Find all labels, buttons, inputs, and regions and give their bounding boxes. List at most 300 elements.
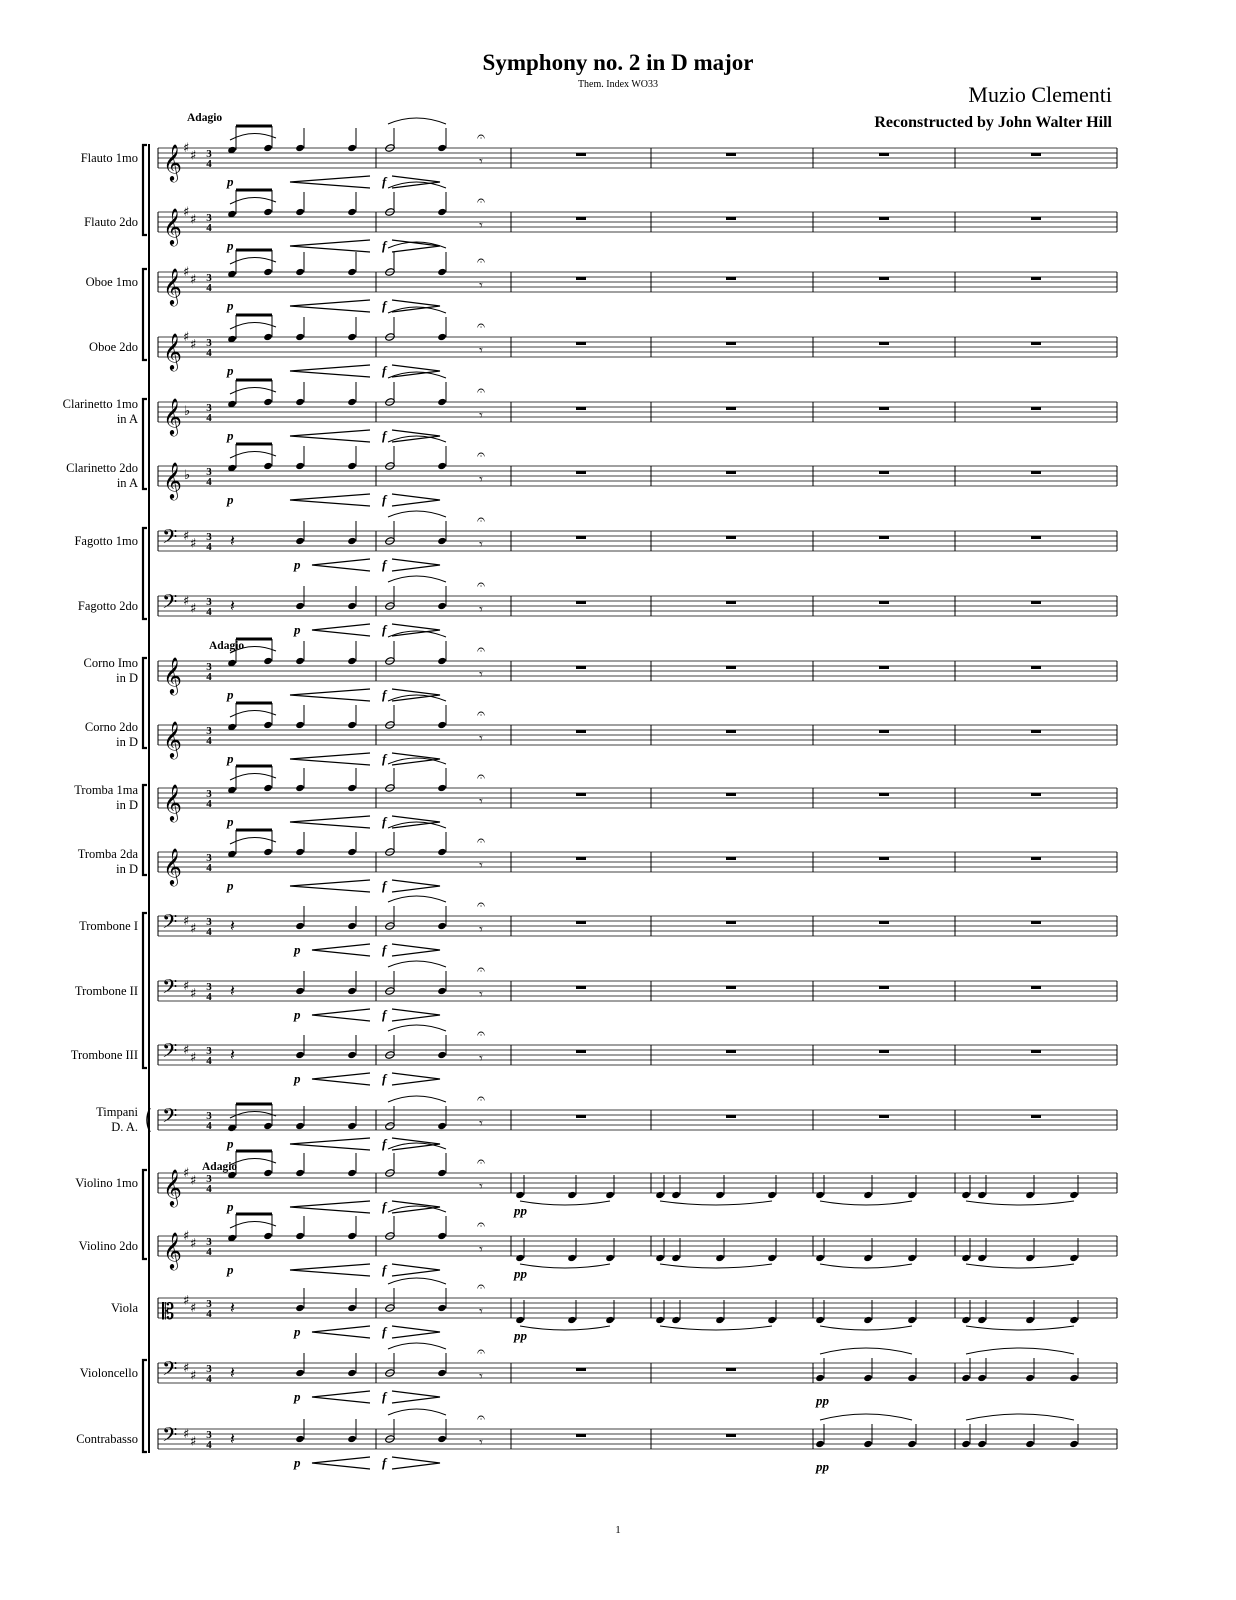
- time-signature-bottom: 4: [206, 926, 212, 938]
- instrument-transposition: in D: [116, 671, 138, 685]
- time-signature-top: 3: [206, 531, 212, 543]
- instrument-name: Corno Imo: [83, 656, 138, 670]
- eighth-rest-icon: 𝄾: [479, 602, 483, 618]
- whole-rest: [879, 666, 889, 669]
- notehead: [437, 144, 447, 152]
- notehead: [767, 1191, 777, 1199]
- decrescendo-hairpin: [392, 300, 440, 312]
- notehead: [907, 1191, 917, 1199]
- notehead: [437, 1169, 447, 1177]
- slur: [230, 197, 276, 204]
- quarter-rest-icon: 𝄽: [230, 1298, 235, 1317]
- instrument-name: Clarinetto 2do: [66, 461, 138, 475]
- notehead: [263, 784, 273, 792]
- arranger-credit: Reconstructed by John Walter Hill: [874, 114, 1112, 131]
- sharp-icon: ♯: [183, 205, 190, 220]
- crescendo-hairpin: [290, 494, 370, 506]
- time-signature-top: 3: [206, 1429, 212, 1441]
- whole-rest: [576, 666, 586, 669]
- time-signature-top: 3: [206, 661, 212, 673]
- notehead: [567, 1191, 577, 1199]
- dynamic-piano: p: [227, 814, 234, 829]
- notehead: [715, 1316, 725, 1324]
- whole-rest: [576, 277, 586, 280]
- notehead: [863, 1191, 873, 1199]
- sharp-icon: ♯: [183, 1166, 190, 1181]
- instrument-name: Flauto 1mo: [80, 151, 138, 165]
- tie: [388, 576, 446, 582]
- notehead: [263, 462, 273, 470]
- time-signature-bottom: 4: [206, 347, 212, 359]
- group-bracket: [143, 658, 147, 748]
- instrument-name: Viola: [110, 1301, 138, 1315]
- crescendo-hairpin: [290, 1201, 370, 1213]
- eighth-rest-icon: 𝄾: [479, 1242, 483, 1258]
- time-signature-top: 3: [206, 981, 212, 993]
- whole-rest: [1031, 342, 1041, 345]
- fermata-icon: 𝄐: [477, 642, 485, 658]
- notehead: [815, 1374, 825, 1382]
- tempo-marking: Adagio: [202, 1161, 238, 1173]
- notehead: [977, 1191, 987, 1199]
- instrument-name: Trombone III: [70, 1048, 138, 1062]
- notehead: [295, 1122, 305, 1130]
- notehead: [515, 1316, 525, 1324]
- sharp-icon: ♯: [183, 594, 190, 609]
- notehead: [961, 1440, 971, 1448]
- slur: [230, 133, 276, 140]
- sharp-icon: ♯: [190, 921, 197, 937]
- slur: [230, 773, 276, 780]
- time-signature-bottom: 4: [206, 222, 212, 234]
- time-signature-top: 3: [206, 466, 212, 478]
- dynamic-piano: p: [294, 622, 301, 637]
- fermata-icon: 𝄐: [477, 1154, 485, 1170]
- whole-rest: [1031, 471, 1041, 474]
- time-signature-top: 3: [206, 725, 212, 737]
- notehead: [347, 1122, 357, 1130]
- notehead: [347, 268, 357, 276]
- notehead: [263, 208, 273, 216]
- notehead: [437, 1435, 447, 1443]
- notehead: [1025, 1191, 1035, 1199]
- slur: [966, 1348, 1074, 1354]
- group-bracket: [143, 269, 147, 360]
- instrument-name: Violino 2do: [78, 1239, 138, 1253]
- instrument-name: Violoncello: [79, 1366, 138, 1380]
- whole-rest: [576, 1115, 586, 1118]
- whole-rest: [726, 153, 736, 156]
- quarter-rest-icon: 𝄽: [230, 981, 235, 1000]
- notehead: [907, 1440, 917, 1448]
- crescendo-hairpin: [290, 240, 370, 252]
- decrescendo-hairpin: [392, 624, 440, 636]
- whole-rest: [879, 407, 889, 410]
- notehead: [437, 268, 447, 276]
- fermata-icon: 𝄐: [477, 769, 485, 785]
- dynamic-pianissimo: pp: [514, 1266, 527, 1281]
- dynamic-forte: f: [382, 622, 387, 637]
- fermata-icon: 𝄐: [477, 253, 485, 269]
- notehead: [437, 657, 447, 665]
- notehead: [1025, 1440, 1035, 1448]
- dynamic-forte: f: [382, 687, 387, 702]
- notehead: [961, 1254, 971, 1262]
- whole-rest: [1031, 666, 1041, 669]
- sharp-icon: ♯: [190, 601, 197, 617]
- whole-rest: [726, 407, 736, 410]
- whole-rest: [576, 730, 586, 733]
- whole-rest: [879, 217, 889, 220]
- crescendo-hairpin: [312, 624, 370, 636]
- whole-rest: [576, 1050, 586, 1053]
- group-bracket: [143, 399, 147, 489]
- whole-rest: [879, 986, 889, 989]
- time-signature-top: 3: [206, 1045, 212, 1057]
- notehead: [347, 987, 357, 995]
- notehead: [671, 1254, 681, 1262]
- notehead: [295, 398, 305, 406]
- quarter-rest-icon: 𝄽: [230, 916, 235, 935]
- slur: [820, 1414, 912, 1420]
- dynamic-forte: f: [382, 942, 387, 957]
- dynamic-forte: f: [382, 1262, 387, 1277]
- slur: [520, 1326, 610, 1330]
- instrument-name: Fagotto 1mo: [74, 534, 138, 548]
- fermata-icon: 𝄐: [477, 1344, 485, 1360]
- whole-rest: [576, 1368, 586, 1371]
- notehead: [961, 1191, 971, 1199]
- slur: [230, 710, 276, 717]
- dynamic-piano: p: [227, 428, 234, 443]
- dynamic-piano: p: [294, 1071, 301, 1086]
- notehead: [655, 1254, 665, 1262]
- time-signature-top: 3: [206, 272, 212, 284]
- dynamic-piano: p: [227, 878, 234, 893]
- notehead: [347, 657, 357, 665]
- tie: [388, 1343, 446, 1349]
- notehead: [347, 721, 357, 729]
- notehead: [295, 1369, 305, 1377]
- fermata-icon: 𝄐: [477, 383, 485, 399]
- fermata-icon: 𝄐: [477, 1217, 485, 1233]
- time-signature-top: 3: [206, 1363, 212, 1375]
- whole-rest: [879, 921, 889, 924]
- whole-rest: [1031, 601, 1041, 604]
- notehead: [347, 398, 357, 406]
- instrument-name: Contrabasso: [76, 1432, 138, 1446]
- dynamic-piano: p: [294, 942, 301, 957]
- treble-clef-icon: 𝄞: [163, 1231, 182, 1269]
- dynamic-pianissimo: pp: [514, 1203, 527, 1218]
- instrument-name: Trombone I: [79, 919, 138, 933]
- notehead: [437, 398, 447, 406]
- slur: [966, 1264, 1074, 1268]
- notehead: [347, 462, 357, 470]
- sharp-icon: ♯: [183, 1043, 190, 1058]
- slur: [230, 387, 276, 394]
- notehead: [437, 1232, 447, 1240]
- dynamic-forte: f: [382, 174, 387, 189]
- whole-rest: [726, 342, 736, 345]
- eighth-rest-icon: 𝄾: [479, 278, 483, 294]
- fermata-icon: 𝄐: [477, 1091, 485, 1107]
- sharp-icon: ♯: [190, 272, 197, 288]
- notehead: [437, 1051, 447, 1059]
- notehead: [347, 1051, 357, 1059]
- crescendo-hairpin: [290, 689, 370, 701]
- whole-rest: [879, 857, 889, 860]
- dynamic-forte: f: [382, 751, 387, 766]
- whole-rest: [726, 277, 736, 280]
- dynamic-forte: f: [382, 1071, 387, 1086]
- whole-rest: [576, 1434, 586, 1437]
- eighth-rest-icon: 𝄾: [479, 731, 483, 747]
- notehead: [907, 1316, 917, 1324]
- dynamic-forte: f: [382, 557, 387, 572]
- notehead: [295, 462, 305, 470]
- notehead: [263, 1122, 273, 1130]
- group-bracket: [143, 528, 147, 619]
- decrescendo-hairpin: [392, 365, 440, 377]
- whole-rest: [726, 1050, 736, 1053]
- time-signature-bottom: 4: [206, 1439, 212, 1451]
- whole-rest: [726, 666, 736, 669]
- instrument-name: Oboe 1mo: [85, 275, 138, 289]
- instrument-transposition: in D: [116, 862, 138, 876]
- eighth-rest-icon: 𝄾: [479, 858, 483, 874]
- sharp-icon: ♯: [183, 529, 190, 544]
- notehead: [295, 1051, 305, 1059]
- slur: [820, 1326, 912, 1330]
- time-signature-bottom: 4: [206, 158, 212, 170]
- notehead: [1069, 1440, 1079, 1448]
- whole-rest: [576, 601, 586, 604]
- group-bracket: [143, 785, 147, 875]
- notehead: [1025, 1374, 1035, 1382]
- crescendo-hairpin: [290, 753, 370, 765]
- whole-rest: [1031, 536, 1041, 539]
- instrument-name: Tromba 2da: [77, 847, 138, 861]
- notehead: [437, 1369, 447, 1377]
- sharp-icon: ♯: [183, 265, 190, 280]
- decrescendo-hairpin: [392, 1326, 440, 1338]
- time-signature-bottom: 4: [206, 1308, 212, 1320]
- time-signature-bottom: 4: [206, 1183, 212, 1195]
- time-signature-top: 3: [206, 148, 212, 160]
- time-signature-bottom: 4: [206, 606, 212, 618]
- whole-rest: [879, 277, 889, 280]
- notehead: [515, 1254, 525, 1262]
- crescendo-hairpin: [312, 1391, 370, 1403]
- time-signature-bottom: 4: [206, 282, 212, 294]
- decrescendo-hairpin: [392, 559, 440, 571]
- treble-clef-icon: 𝄞: [163, 461, 182, 499]
- eighth-rest-icon: 𝄾: [479, 472, 483, 488]
- tie: [388, 1409, 446, 1415]
- treble-clef-icon: 𝄞: [163, 720, 182, 758]
- dynamic-forte: f: [382, 1007, 387, 1022]
- dynamic-piano: p: [294, 1324, 301, 1339]
- sharp-icon: ♯: [190, 212, 197, 228]
- whole-rest: [879, 601, 889, 604]
- bass-clef-icon: 𝄢: [162, 1423, 178, 1451]
- sharp-icon: ♯: [183, 1427, 190, 1442]
- notehead: [263, 333, 273, 341]
- notehead: [437, 602, 447, 610]
- slur: [230, 1221, 276, 1228]
- tie: [388, 372, 446, 378]
- notehead: [605, 1191, 615, 1199]
- eighth-rest-icon: 𝄾: [479, 794, 483, 810]
- notehead: [863, 1374, 873, 1382]
- composer-name: Muzio Clementi: [968, 82, 1112, 107]
- time-signature-bottom: 4: [206, 1055, 212, 1067]
- notehead: [295, 721, 305, 729]
- notehead: [263, 1232, 273, 1240]
- notehead: [437, 462, 447, 470]
- sharp-icon: ♯: [183, 1361, 190, 1376]
- notehead: [347, 1232, 357, 1240]
- dynamic-piano: p: [227, 174, 234, 189]
- slur: [820, 1201, 912, 1205]
- dynamic-forte: f: [382, 428, 387, 443]
- whole-rest: [726, 217, 736, 220]
- dynamic-forte: f: [382, 878, 387, 893]
- notehead: [437, 721, 447, 729]
- slur: [820, 1348, 912, 1354]
- quarter-rest-icon: 𝄽: [230, 1429, 235, 1448]
- sharp-icon: ♯: [190, 1368, 197, 1384]
- notehead: [347, 922, 357, 930]
- treble-clef-icon: 𝄞: [163, 332, 182, 370]
- tempo-marking: Adagio: [187, 112, 223, 124]
- time-signature-bottom: 4: [206, 1246, 212, 1258]
- crescendo-hairpin: [290, 365, 370, 377]
- notehead: [567, 1316, 577, 1324]
- crescendo-hairpin: [290, 1138, 370, 1150]
- notehead: [907, 1374, 917, 1382]
- group-bracket: [143, 145, 147, 235]
- sharp-icon: ♯: [183, 330, 190, 345]
- bass-clef-icon: 𝄢: [162, 1039, 178, 1067]
- sharp-icon: ♯: [190, 986, 197, 1002]
- notehead: [437, 922, 447, 930]
- fermata-icon: 𝄐: [477, 447, 485, 463]
- notehead: [295, 657, 305, 665]
- notehead: [295, 784, 305, 792]
- whole-rest: [726, 601, 736, 604]
- decrescendo-hairpin: [392, 1391, 440, 1403]
- notehead: [515, 1191, 525, 1199]
- instrument-name: Clarinetto 1mo: [62, 397, 138, 411]
- whole-rest: [1031, 153, 1041, 156]
- notehead: [263, 657, 273, 665]
- time-signature-top: 3: [206, 1173, 212, 1185]
- notehead: [295, 1232, 305, 1240]
- time-signature-top: 3: [206, 212, 212, 224]
- page-number: 1: [615, 1524, 621, 1536]
- notehead: [671, 1191, 681, 1199]
- whole-rest: [576, 217, 586, 220]
- notehead: [347, 1304, 357, 1312]
- notehead: [347, 1369, 357, 1377]
- notehead: [295, 848, 305, 856]
- sharp-icon: ♯: [183, 1229, 190, 1244]
- dynamic-piano: p: [227, 238, 234, 253]
- notehead: [295, 144, 305, 152]
- treble-clef-icon: 𝄞: [163, 143, 182, 181]
- eighth-rest-icon: 𝄾: [479, 408, 483, 424]
- decrescendo-hairpin: [392, 1009, 440, 1021]
- eighth-rest-icon: 𝄾: [479, 922, 483, 938]
- time-signature-bottom: 4: [206, 735, 212, 747]
- crescendo-hairpin: [312, 1457, 370, 1469]
- notehead: [347, 784, 357, 792]
- dynamic-piano: p: [294, 1455, 301, 1470]
- instrument-transposition: in D: [116, 798, 138, 812]
- slur: [520, 1201, 610, 1205]
- slur: [660, 1201, 772, 1205]
- whole-rest: [1031, 1050, 1041, 1053]
- whole-rest: [879, 471, 889, 474]
- instrument-name: Violino 1mo: [75, 1176, 138, 1190]
- slur: [966, 1201, 1074, 1205]
- time-signature-top: 3: [206, 1110, 212, 1122]
- dynamic-pianissimo: pp: [816, 1393, 829, 1408]
- whole-rest: [1031, 217, 1041, 220]
- time-signature-top: 3: [206, 916, 212, 928]
- dynamic-piano: p: [294, 557, 301, 572]
- treble-clef-icon: 𝄞: [163, 656, 182, 694]
- dynamic-forte: f: [382, 1199, 387, 1214]
- group-bracket: [143, 1170, 147, 1259]
- whole-rest: [1031, 921, 1041, 924]
- treble-clef-icon: 𝄞: [163, 207, 182, 245]
- quarter-rest-icon: 𝄽: [230, 596, 235, 615]
- whole-rest: [726, 536, 736, 539]
- eighth-rest-icon: 𝄾: [479, 1304, 483, 1320]
- whole-rest: [726, 793, 736, 796]
- sharp-icon: ♯: [183, 914, 190, 929]
- time-signature-bottom: 4: [206, 798, 212, 810]
- notehead: [1069, 1254, 1079, 1262]
- dynamic-piano: p: [227, 492, 234, 507]
- notehead: [1069, 1374, 1079, 1382]
- notehead: [767, 1254, 777, 1262]
- tie: [388, 1096, 446, 1102]
- notehead: [347, 208, 357, 216]
- fermata-icon: 𝄐: [477, 833, 485, 849]
- notehead: [567, 1254, 577, 1262]
- whole-rest: [1031, 730, 1041, 733]
- decrescendo-hairpin: [392, 944, 440, 956]
- instrument-transposition: D. A.: [111, 1120, 138, 1134]
- whole-rest: [1031, 277, 1041, 280]
- notehead: [671, 1316, 681, 1324]
- notehead: [815, 1440, 825, 1448]
- time-signature-bottom: 4: [206, 476, 212, 488]
- eighth-rest-icon: 𝄾: [479, 1179, 483, 1195]
- quarter-rest-icon: 𝄽: [230, 1363, 235, 1382]
- notehead: [655, 1316, 665, 1324]
- dynamic-piano: p: [227, 1136, 234, 1151]
- bass-clef-icon: 𝄢: [162, 1357, 178, 1385]
- notehead: [767, 1316, 777, 1324]
- fermata-icon: 𝄐: [477, 193, 485, 209]
- notehead: [263, 398, 273, 406]
- treble-clef-icon: 𝄞: [163, 847, 182, 885]
